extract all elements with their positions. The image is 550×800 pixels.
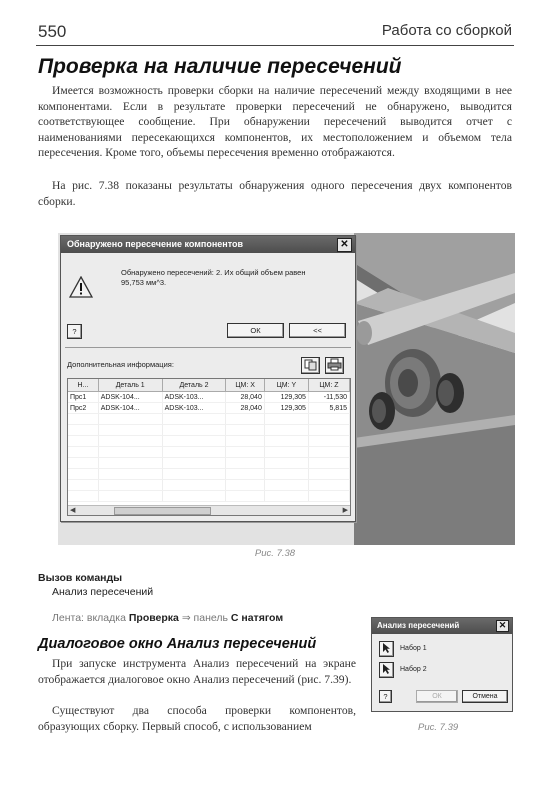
cursor-arrow-icon xyxy=(381,663,392,675)
subsection-title: Диалоговое окно Анализ пересечений xyxy=(38,636,317,652)
table-cell: ADSK-103... xyxy=(162,403,226,414)
table-row[interactable] xyxy=(68,403,350,414)
dialog-titlebar xyxy=(372,618,512,634)
interference-results-table xyxy=(67,378,351,516)
page-number: 550 xyxy=(38,22,67,41)
body-paragraph: Существуют два способа проверки компонентов, образующих сборку. Первый способ, с использованием xyxy=(38,704,356,733)
column-header[interactable]: ЦМ: Z xyxy=(308,379,349,392)
ribbon-tab: Проверка xyxy=(128,612,179,624)
command-name: Анализ пересечений xyxy=(52,586,154,598)
table-row[interactable] xyxy=(68,392,350,403)
warning-icon xyxy=(69,276,93,298)
divider xyxy=(65,347,351,348)
empty-row xyxy=(68,491,350,502)
column-header[interactable]: ЦМ: X xyxy=(226,379,264,392)
dialog-title: Обнаружено пересечение компонентов xyxy=(67,239,244,249)
ribbon-arrow: ⇒ панель xyxy=(178,612,231,624)
select-set-1-button[interactable] xyxy=(379,641,394,657)
dialog-titlebar xyxy=(61,236,355,253)
close-icon[interactable]: ✕ xyxy=(496,620,509,632)
select-set-2-button[interactable] xyxy=(379,662,394,678)
table-cell: 28,040 xyxy=(226,403,264,414)
table-cell: 129,305 xyxy=(264,403,308,414)
empty-row xyxy=(68,458,350,469)
set-2-label: Набор 2 xyxy=(400,666,427,673)
scroll-left-icon[interactable]: ◀ xyxy=(70,507,76,514)
cancel-button[interactable]: Отмена xyxy=(462,690,508,703)
figure-caption: Рис. 7.39 xyxy=(418,722,459,733)
scroll-right-icon[interactable]: ▶ xyxy=(342,507,348,514)
set-1-label: Набор 1 xyxy=(400,645,427,652)
empty-row xyxy=(68,425,350,436)
ok-button[interactable]: ОК xyxy=(227,323,284,338)
horizontal-scrollbar[interactable] xyxy=(68,505,350,515)
cursor-arrow-icon xyxy=(381,642,392,654)
table-cell: ADSK-104... xyxy=(98,403,162,414)
body-paragraph: На рис. 7.38 показаны результаты обнаружения одного пересечения двух компонентов сборки. xyxy=(38,179,512,208)
ribbon-panel: С натягом xyxy=(230,612,284,624)
table-cell: ADSK-103... xyxy=(162,392,226,403)
help-icon[interactable]: ? xyxy=(67,324,82,339)
additional-info-label: Дополнительная информация: xyxy=(67,360,174,369)
column-header[interactable]: Деталь 1 xyxy=(98,379,162,392)
table-cell: 5,815 xyxy=(308,403,349,414)
table-cell: 129,305 xyxy=(264,392,308,403)
figure-screenshot xyxy=(58,233,515,545)
empty-row xyxy=(68,447,350,458)
collapse-button[interactable]: << xyxy=(289,323,346,338)
figure-caption: Рис. 7.38 xyxy=(254,548,296,559)
table-cell: Прс1 xyxy=(68,392,98,403)
header-rule xyxy=(36,45,514,46)
table-cell: Прс2 xyxy=(68,403,98,414)
column-header[interactable]: ЦМ: Y xyxy=(264,379,308,392)
ribbon-prefix: Лента: вкладка xyxy=(52,612,129,624)
interference-analysis-dialog xyxy=(371,617,513,712)
print-icon[interactable] xyxy=(325,357,344,374)
table-cell: 28,040 xyxy=(226,392,264,403)
ok-button[interactable]: ОК xyxy=(416,690,458,703)
scrollbar-thumb[interactable] xyxy=(114,507,211,515)
running-head: Работа со сборкой xyxy=(381,22,512,39)
ribbon-path xyxy=(52,612,283,624)
column-header[interactable]: Н... xyxy=(68,379,98,392)
empty-row xyxy=(68,414,350,425)
dialog-title: Анализ пересечений xyxy=(377,621,460,630)
empty-row xyxy=(68,480,350,491)
table-cell: -11,530 xyxy=(308,392,349,403)
table-header-row xyxy=(68,379,350,392)
command-heading: Вызов команды xyxy=(38,572,123,584)
interference-message: Обнаружено пересечений: 2. Их общий объем равен 95,753 мм^3. xyxy=(121,268,306,287)
interference-detected-dialog xyxy=(60,235,356,522)
close-icon[interactable]: ✕ xyxy=(337,238,352,252)
help-icon[interactable]: ? xyxy=(379,690,392,703)
copy-to-clipboard-icon[interactable] xyxy=(301,357,320,374)
table-cell: ADSK-104... xyxy=(98,392,162,403)
body-paragraph: Имеется возможность проверки сборки на наличие пересечений между входящими в нее компонентами. Если в результате проверки пересечений не обнаружено, выводится соответствующее сообщение. При обнаружении пересечений выводится отчет с наименованиями пересекающихся компонентов, их местоположением и объемом тела пересечения. Кроме того, объемы пересечения временно отображаются. xyxy=(38,84,512,160)
body-paragraph: При запуске инструмента Анализ пересечений на экране отображается диалоговое окно Анализ пересечений (рис. 7.39). xyxy=(38,657,356,686)
section-title: Проверка на наличие пересечений xyxy=(38,55,402,78)
empty-row xyxy=(68,469,350,480)
empty-row xyxy=(68,436,350,447)
column-header[interactable]: Деталь 2 xyxy=(162,379,226,392)
